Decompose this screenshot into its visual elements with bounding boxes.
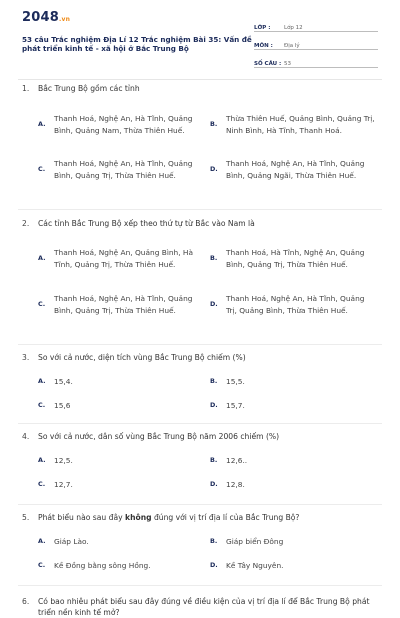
meta-value: Lớp 12	[284, 25, 303, 31]
meta-info	[254, 14, 378, 68]
question-number: 2.	[22, 219, 30, 228]
option-text: Thanh Hoá, Hà Tĩnh, Nghệ An, Quảng Bình, Quảng Trị, Thừa Thiên Huế.	[226, 248, 365, 269]
option-letter: B.	[210, 377, 218, 386]
option-letter: B.	[210, 254, 218, 263]
option-letter: D.	[210, 300, 218, 309]
question-stem	[18, 214, 382, 228]
option-letter: C.	[38, 480, 46, 489]
options	[38, 370, 382, 418]
option-b[interactable]	[210, 370, 382, 394]
question-number: 5.	[22, 513, 30, 522]
question-stem	[18, 424, 382, 441]
meta-row-count	[254, 50, 378, 68]
question-text-after: đúng với vị trí địa lí của Bắc Trung Bộ?	[151, 513, 300, 522]
option-b[interactable]	[210, 530, 382, 554]
option-text: Giáp Lào.	[54, 537, 89, 547]
option-a[interactable]	[38, 236, 210, 282]
option-c[interactable]	[38, 147, 210, 192]
question-4	[18, 424, 382, 505]
question-number: 4.	[22, 432, 30, 441]
question-number: 3.	[22, 353, 30, 362]
page-header	[0, 0, 400, 67]
option-text: Thanh Hoá, Nghệ An, Hà Tĩnh, Quảng Bình, Quảng Trị, Thừa Thiên Huế.	[54, 158, 193, 180]
option-d[interactable]	[210, 282, 382, 328]
question-text: Có bao nhiêu phát biểu sau đây đúng về điều kiện của vị trí địa lí để Bắc Trung Bộ phát triển nền kinh tế mở?	[38, 597, 370, 617]
question-text: Bắc Trung Bộ gồm các tỉnh	[38, 84, 140, 93]
question-1	[18, 84, 382, 210]
option-a[interactable]	[38, 370, 210, 394]
option-letter: D.	[210, 401, 218, 410]
meta-value: 53	[284, 61, 291, 67]
question-text	[38, 513, 382, 522]
question-stem	[18, 586, 382, 618]
option-letter: C.	[38, 164, 46, 173]
meta-label: MÔN :	[254, 43, 273, 49]
option-letter: A.	[38, 456, 46, 465]
option-text: Thanh Hoá, Nghệ An, Hà Tĩnh, Quảng Trị, Quảng Bình, Thừa Thiên Huế.	[226, 294, 365, 315]
option-letter: A.	[38, 377, 46, 386]
option-letter: C.	[38, 401, 46, 410]
options	[38, 530, 382, 578]
option-d[interactable]	[210, 147, 382, 192]
options	[38, 236, 382, 328]
logo-domain: .vn	[58, 16, 71, 23]
option-letter: B.	[210, 119, 218, 128]
option-letter: A.	[38, 254, 46, 263]
option-letter: D.	[210, 480, 218, 489]
question-number: 1.	[22, 84, 30, 93]
option-text: Kề Tây Nguyên.	[226, 561, 284, 571]
question-text: Các tỉnh Bắc Trung Bộ xếp theo thứ tự từ Bắc vào Nam là	[38, 219, 255, 228]
option-d[interactable]	[210, 473, 382, 497]
brand-logo[interactable]	[22, 10, 70, 25]
question-2	[18, 210, 382, 345]
option-text: 15,6	[54, 401, 71, 411]
option-letter: D.	[210, 561, 218, 570]
question-stem	[18, 505, 382, 522]
meta-label: LỚP :	[254, 25, 271, 31]
options	[38, 449, 382, 497]
option-letter: A.	[38, 537, 46, 546]
option-text: 15,4.	[54, 377, 73, 387]
option-c[interactable]	[38, 394, 210, 418]
question-6	[18, 586, 382, 618]
option-text: Thanh Hoá, Nghệ An, Quảng Bình, Hà Tĩnh, Quảng Trị, Thừa Thiên Huế.	[54, 248, 194, 269]
option-d[interactable]	[210, 554, 382, 578]
option-letter: C.	[38, 300, 46, 309]
options	[38, 102, 382, 192]
option-c[interactable]	[38, 282, 210, 328]
option-letter: A.	[38, 119, 46, 128]
option-a[interactable]	[38, 530, 210, 554]
option-a[interactable]	[38, 102, 210, 147]
logo-text: 2048	[22, 10, 59, 25]
option-text: 12,8.	[226, 480, 245, 490]
option-b[interactable]	[210, 236, 382, 282]
meta-row-subject	[254, 32, 378, 50]
header-divider	[18, 79, 382, 80]
option-text: 12,5.	[54, 456, 73, 466]
option-d[interactable]	[210, 394, 382, 418]
meta-value: Địa lý	[284, 43, 300, 49]
question-text: So với cả nước, dân số vùng Bắc Trung Bộ năm 2006 chiếm (%)	[38, 432, 280, 441]
question-list	[0, 84, 400, 618]
meta-label: SỐ CÂU :	[254, 61, 282, 67]
option-letter: D.	[210, 164, 218, 173]
option-b[interactable]	[210, 449, 382, 473]
option-text: 15,7.	[226, 401, 245, 411]
option-letter: B.	[210, 537, 218, 546]
option-text: 12,6..	[226, 456, 248, 466]
option-text: Kề Đồng bằng sông Hồng.	[54, 561, 151, 571]
option-c[interactable]	[38, 473, 210, 497]
question-keyword: không	[125, 513, 152, 522]
option-text: Thừa Thiên Huế, Quảng Bình, Quảng Trị, Ninh Bình, Hà Tĩnh, Thanh Hoá.	[226, 113, 375, 135]
option-b[interactable]	[210, 102, 382, 147]
question-3	[18, 345, 382, 424]
question-text-before: Phát biểu nào sau đây	[38, 513, 126, 522]
option-a[interactable]	[38, 449, 210, 473]
option-text: 12,7.	[54, 480, 73, 490]
option-c[interactable]	[38, 554, 210, 578]
question-text: So với cả nước, diện tích vùng Bắc Trung Bộ chiếm (%)	[38, 353, 246, 362]
document-title: 53 câu Trắc nghiệm Địa Lí 12 Trắc nghiệm Bài 35: Vấn đề phát triển kinh tế - xã hội ở Bắc Trung Bộ	[22, 35, 252, 53]
option-text: Thanh Hoá, Nghệ An, Hà Tĩnh, Quảng Bình, Quảng Ngãi, Thừa Thiên Huế.	[226, 158, 365, 180]
option-text: Giáp biển Đông	[226, 537, 284, 547]
question-5	[18, 505, 382, 586]
meta-row-class	[254, 14, 378, 32]
option-text: Thanh Hoá, Nghệ An, Hà Tĩnh, Quảng Bình, Quảng Nam, Thừa Thiên Huế.	[54, 113, 193, 135]
option-letter: B.	[210, 456, 218, 465]
question-stem	[18, 84, 382, 93]
option-letter: C.	[38, 561, 46, 570]
question-number: 6.	[22, 597, 30, 606]
question-stem	[18, 345, 382, 362]
option-text: 15,5.	[226, 377, 245, 387]
option-text: Thanh Hoá, Nghệ An, Hà Tĩnh, Quảng Bình, Quảng Trị, Thừa Thiên Huế.	[54, 294, 193, 315]
